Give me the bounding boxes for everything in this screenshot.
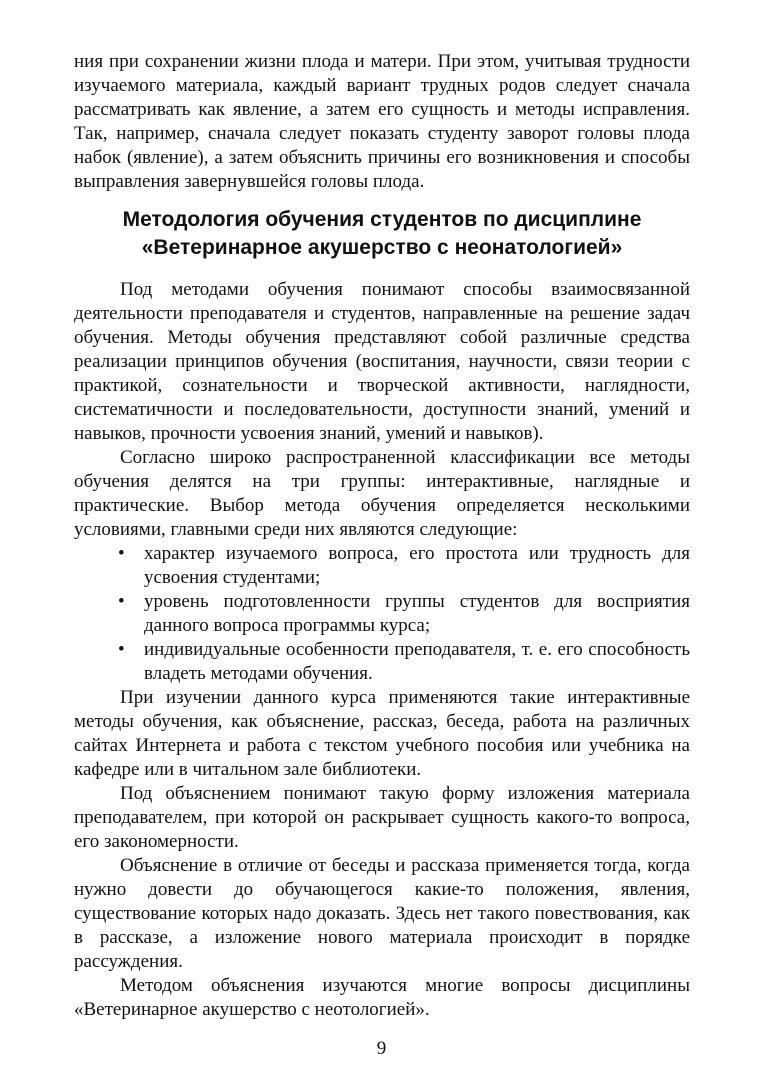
bullet-icon: • — [118, 639, 125, 660]
paragraph-explanation-definition: Под объяснением понимают такую форму изложения материала преподавателем, при которой он раскрывает сущность какого-то вопроса, его закономерности. — [74, 783, 690, 852]
page-number: 9 — [376, 1038, 387, 1059]
list-item-text: индивидуальные особенности преподавателя, т. е. его способность владеть методами обучения. — [144, 639, 690, 684]
page-content — [74, 50, 690, 1022]
bullet-icon: • — [118, 591, 125, 612]
section-heading — [74, 206, 690, 262]
paragraph-explanation-usage: Объяснение в отличие от беседы и рассказа применяется тогда, когда нужно довести до обучающегося какие-то положения, явления, существование которых надо доказать. Здесь нет такого повествования, как в рассказе, а изложение нового материала происходит в порядке рассуждения. — [74, 855, 690, 972]
list-item-text: характер изучаемого вопроса, его простота или трудность для усвоения студентами; — [144, 543, 690, 588]
list-item-text: уровень подготовленности группы студентов для восприятия данного вопроса программы курса; — [144, 591, 690, 636]
intro-paragraph: ния при сохранении жизни плода и матери. При этом, учитывая трудности изучаемого материала, каждый вариант трудных родов следует сначала рассматривать как явление, а затем его сущность и методы исправления. Так, например, сначала следует показать студенту заворот головы плода набок (явление), а затем объяснить причины его возникновения и способы выправления завернувшейся головы плода. — [74, 51, 690, 192]
paragraph-explanation-topics: Методом объяснения изучаются многие вопросы дисциплины «Ветеринарное акушерство с неотологией». — [74, 975, 690, 1020]
heading-line-2: «Ветеринарное акушерство с неонатологией» — [141, 236, 623, 259]
heading-line-1: Методология обучения студентов по дисциплине — [122, 208, 642, 231]
paragraph-methods-definition: Под методами обучения понимают способы взаимосвязанной деятельности преподавателя и студентов, направленные на решение задач обучения. Методы обучения представляют собой различные средства реализации принципов обучения (воспитания, научности, связи теории с практикой, сознательности и творческой активности, наглядности, систематичности и последовательности, доступности знаний, умений и навыков, прочности усвоения знаний, умений и навыков). — [74, 279, 690, 444]
paragraph-classification: Согласно широко распространенной классификации все методы обучения делятся на три группы: интерактивные, наглядные и практические. Выбор метода обучения определяется несколькими условиями, главными среди них являются следующие: — [74, 447, 690, 540]
list-item — [74, 638, 690, 686]
bullet-icon: • — [118, 543, 125, 564]
paragraph-interactive-methods: При изучении данного курса применяются такие интерактивные методы обучения, как объяснение, рассказ, беседа, работа на различных сайтах Интернета и работа с текстом учебного пособия или учебника на кафедре или в читальном зале библиотеки. — [74, 687, 690, 780]
list-item — [74, 542, 690, 590]
conditions-list — [74, 542, 690, 686]
list-item — [74, 590, 690, 638]
